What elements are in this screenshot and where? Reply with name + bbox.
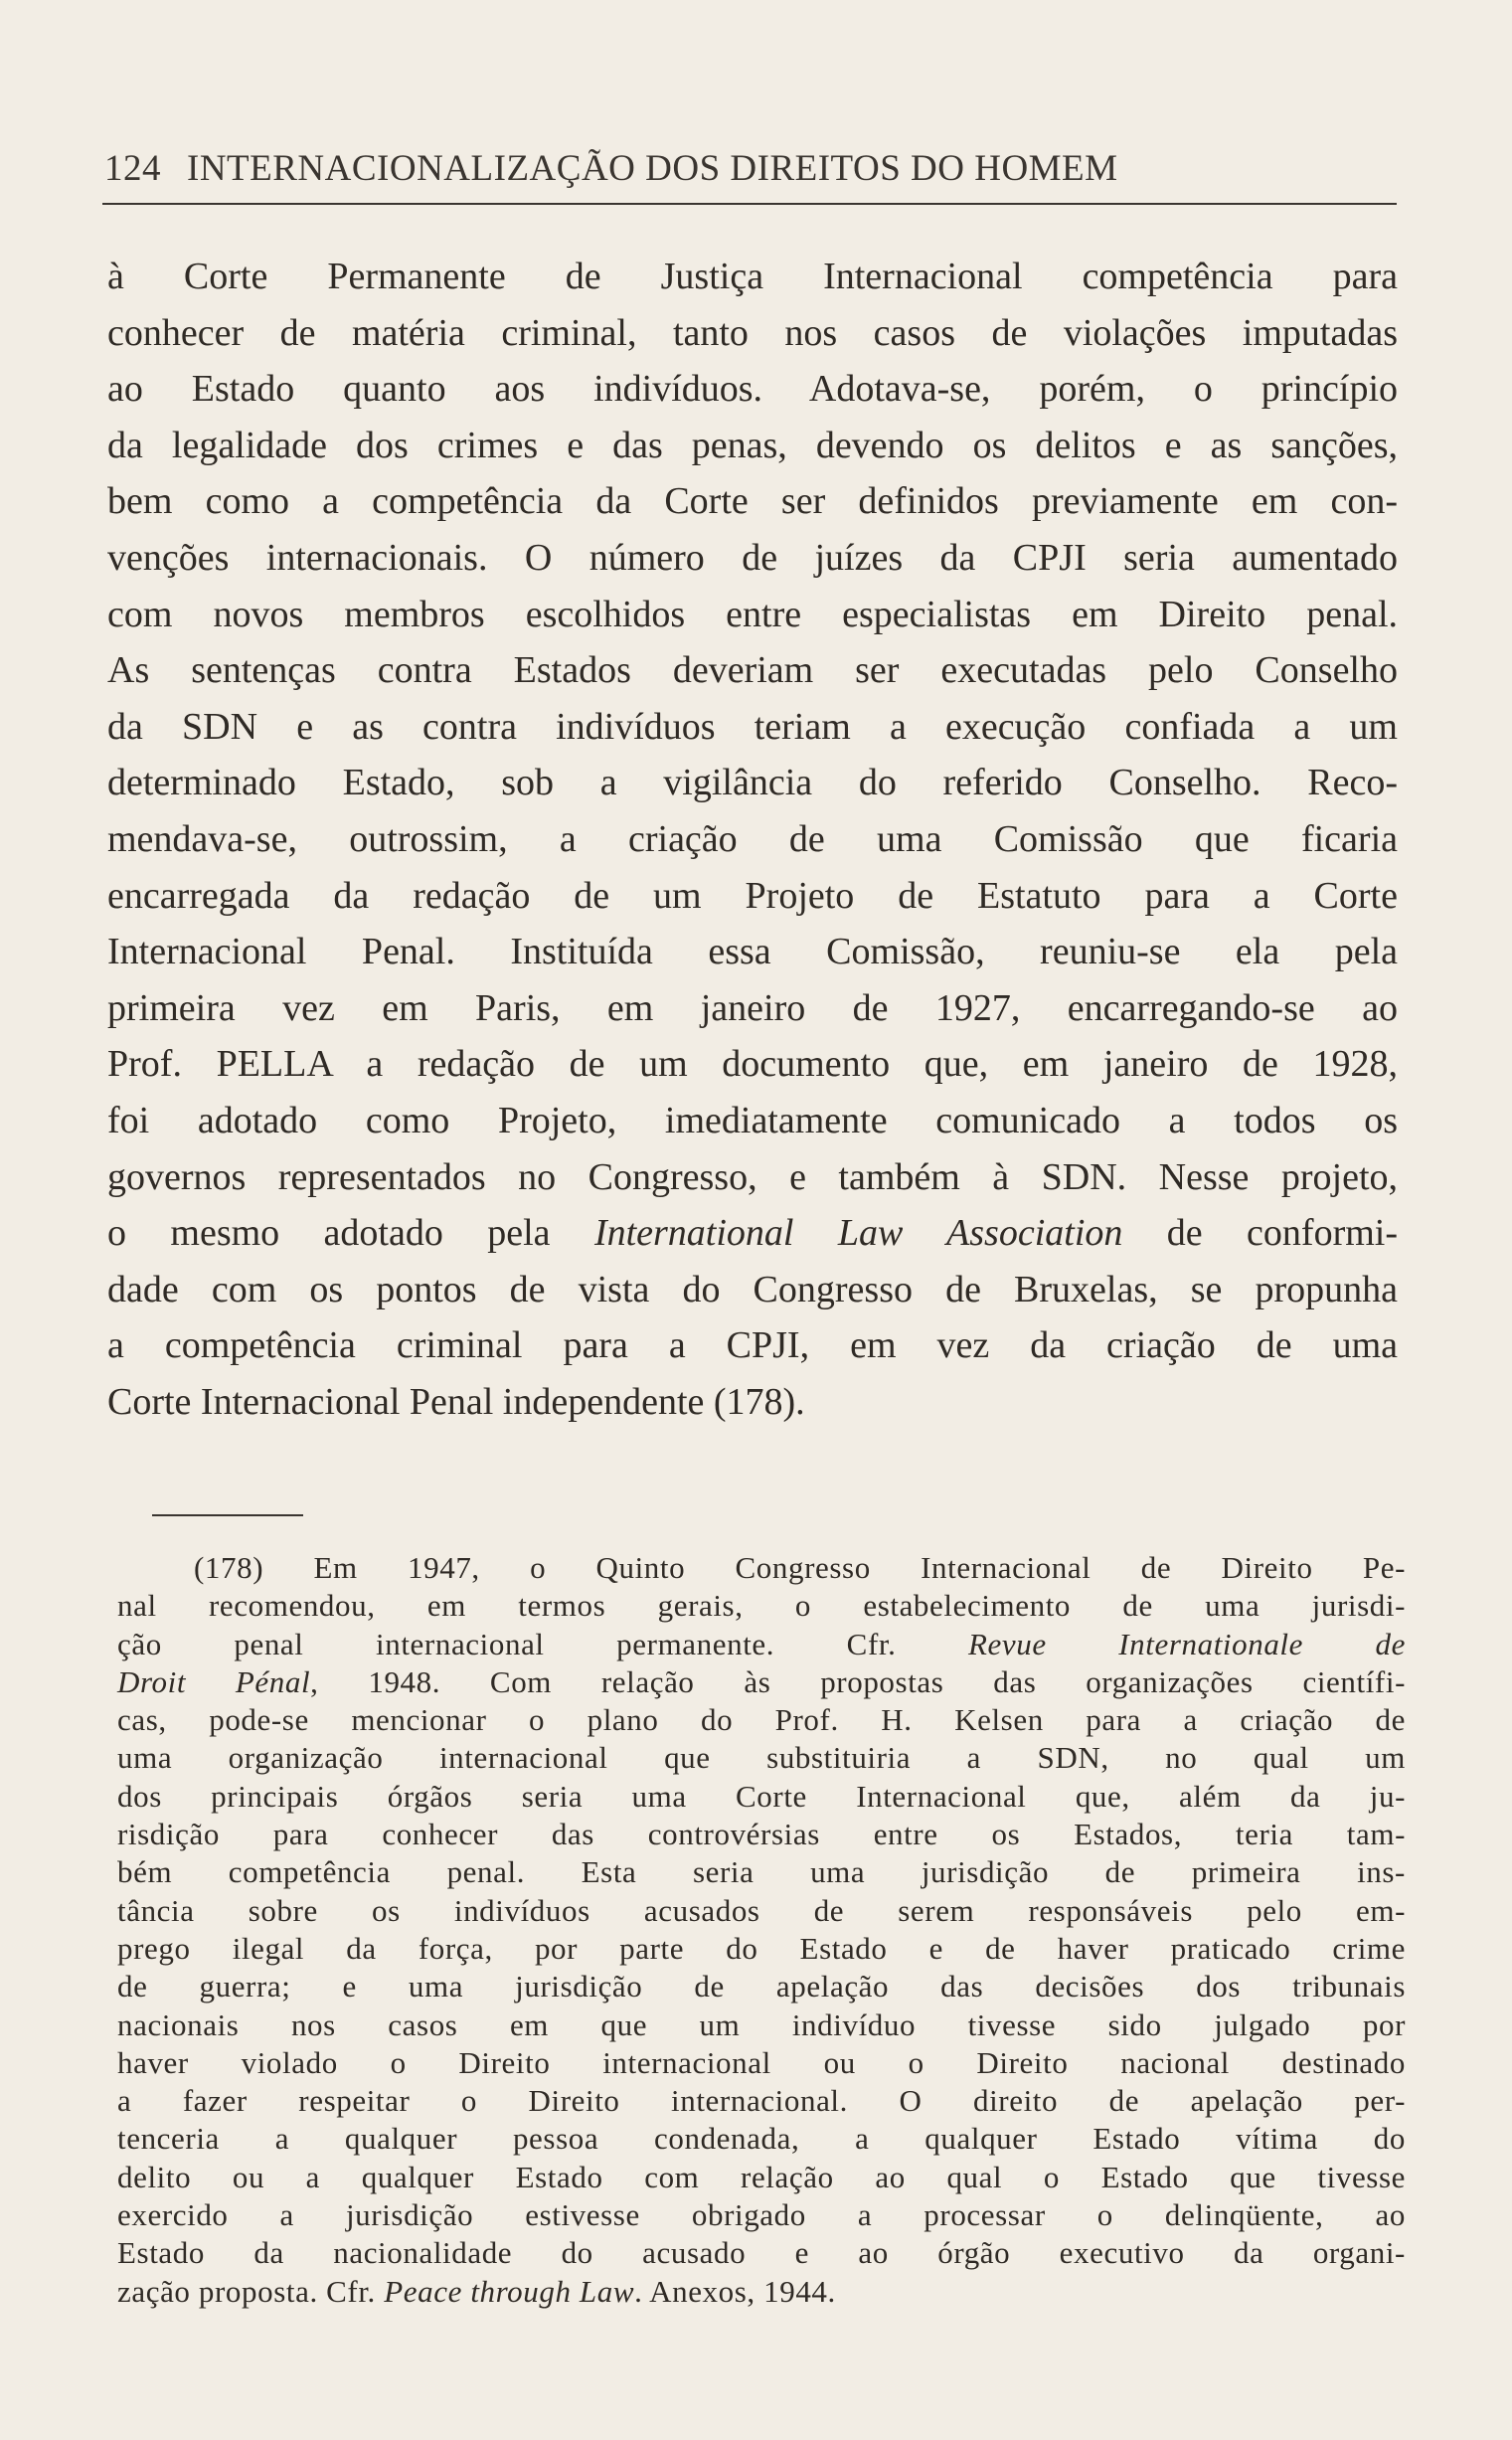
footnote-178 — [117, 1549, 1406, 2311]
footnote-line: a fazer respeitar o Direito internacional. O direito de apelação per- — [117, 2083, 1406, 2119]
text-segment: de conformi- — [1122, 1212, 1398, 1255]
text-line: governos representados no Congresso, e também à SDN. Nesse projeto, — [107, 1155, 1398, 1198]
footnote-line: delito ou a qualquer Estado com relação ao qual o Estado que tivesse — [117, 2159, 1406, 2194]
text-line: ao Estado quanto aos indivíduos. Adotava-se, porém, o princípio — [107, 368, 1398, 411]
footnote-line: (178) Em 1947, o Quinto Congresso Internacional de Direito Pe- — [194, 1550, 1406, 1585]
text-line: As sentenças contra Estados deveriam ser executadas pelo Conselho — [107, 649, 1398, 692]
text-segment: . Anexos, 1944. — [634, 2273, 836, 2309]
footnote-line: risdição para conhecer das controvérsias entre os Estados, teria tam- — [117, 1817, 1406, 1852]
text-line: da SDN e as contra indivíduos teriam a execução confiada a um — [107, 705, 1398, 748]
text-line: mendava-se, outrossim, a criação de uma Comissão que ficaria — [107, 817, 1398, 860]
text-line: a competência criminal para a CPJI, em vez da criação de uma — [107, 1324, 1398, 1367]
footnote-line: tância sobre os indivíduos acusados de serem responsáveis pelo em- — [117, 1892, 1406, 1928]
page-number: 124 — [104, 148, 161, 189]
footnote-line: prego ilegal da força, por parte do Estado e de haver praticado crime — [117, 1930, 1406, 1966]
footnote-line: tenceria a qualquer pessoa condenada, a qualquer Estado vítima do — [117, 2121, 1406, 2157]
text-line: à Corte Permanente de Justiça Internacional competência para — [107, 256, 1398, 297]
footnote-rule — [152, 1514, 303, 1516]
footnote-line: uma organização internacional que substituiria a SDN, no qual um — [117, 1740, 1406, 1776]
header-rule — [102, 203, 1397, 205]
footnote-line: exercido a jurisdição estivesse obrigado a processar o delinqüente, ao — [117, 2197, 1406, 2233]
footnote-line: nal recomendou, em termos gerais, o estabelecimento de uma jurisdi- — [117, 1588, 1406, 1624]
text-line: dade com os pontos de vista do Congresso de Bruxelas, se propunha — [107, 1268, 1398, 1310]
footnote-line: bém competência penal. Esta seria uma jurisdição de primeira ins- — [117, 1854, 1406, 1890]
italic-title: Peace through Law — [384, 2273, 635, 2309]
italic-title: International Law Association — [593, 1212, 1123, 1255]
text-line: Corte Internacional Penal independente (178). — [107, 1380, 805, 1423]
text-line — [107, 1205, 1398, 1262]
footnote-line — [117, 1663, 1406, 1701]
text-line: bem como a competência da Corte ser definidos previamente em con- — [107, 480, 1398, 523]
footnote-line: cas, pode-se mencionar o plano do Prof. H. Kelsen para a criação de — [117, 1702, 1406, 1738]
footnote-line: de guerra; e uma jurisdição de apelação das decisões dos tribunais — [117, 1969, 1406, 2004]
text-line: com novos membros escolhidos entre especialistas em Direito penal. — [107, 593, 1398, 635]
footnote-line: nacionais nos casos em que um indivíduo tivesse sido julgado por — [117, 2006, 1406, 2042]
text-line: encarregada da redação de um Projeto de Estatuto para a Corte — [107, 874, 1398, 917]
running-title: INTERNACIONALIZAÇÃO DOS DIREITOS DO HOMEM — [187, 148, 1118, 189]
footnote-line: haver violado o Direito internacional ou o Direito nacional destinado — [117, 2044, 1406, 2080]
text-line: determinado Estado, sob a vigilância do referido Conselho. Reco- — [107, 762, 1398, 804]
text-line: venções internacionais. O número de juízes da CPJI seria aumentado — [107, 536, 1398, 579]
text-line: Internacional Penal. Instituída essa Comissão, reuniu-se ela pela — [107, 931, 1398, 973]
text-line: primeira vez em Paris, em janeiro de 1927, encarregando-se ao — [107, 986, 1398, 1029]
main-text — [107, 249, 1398, 1430]
italic-title: Revue Internationale de — [967, 1626, 1406, 1661]
running-header — [104, 147, 1397, 197]
text-line: foi adotado como Projeto, imediatamente comunicado a todos os — [107, 1099, 1398, 1141]
text-segment: ção penal internacional permanente. Cfr. — [117, 1626, 968, 1661]
footnote-line: dos principais órgãos seria uma Corte Internacional que, além da ju- — [117, 1778, 1406, 1814]
italic-title: Droit Pénal — [117, 1663, 311, 1699]
footnote-line — [117, 1626, 1406, 1663]
footnote-line — [117, 2273, 1406, 2311]
text-line: conhecer de matéria criminal, tanto nos casos de violações imputadas — [107, 311, 1398, 354]
text-segment: zação proposta. Cfr. — [117, 2273, 385, 2309]
text-line: da legalidade dos crimes e das penas, devendo os delitos e as sanções, — [107, 424, 1398, 466]
footnote-line: Estado da nacionalidade do acusado e ao órgão executivo da organi- — [117, 2235, 1406, 2271]
text-line: Prof. PELLA a redação de um documento que, em janeiro de 1928, — [107, 1043, 1398, 1086]
text-segment: o mesmo adotado pela — [107, 1212, 594, 1255]
text-segment: , 1948. Com relação às propostas das organizações científi- — [310, 1663, 1406, 1699]
